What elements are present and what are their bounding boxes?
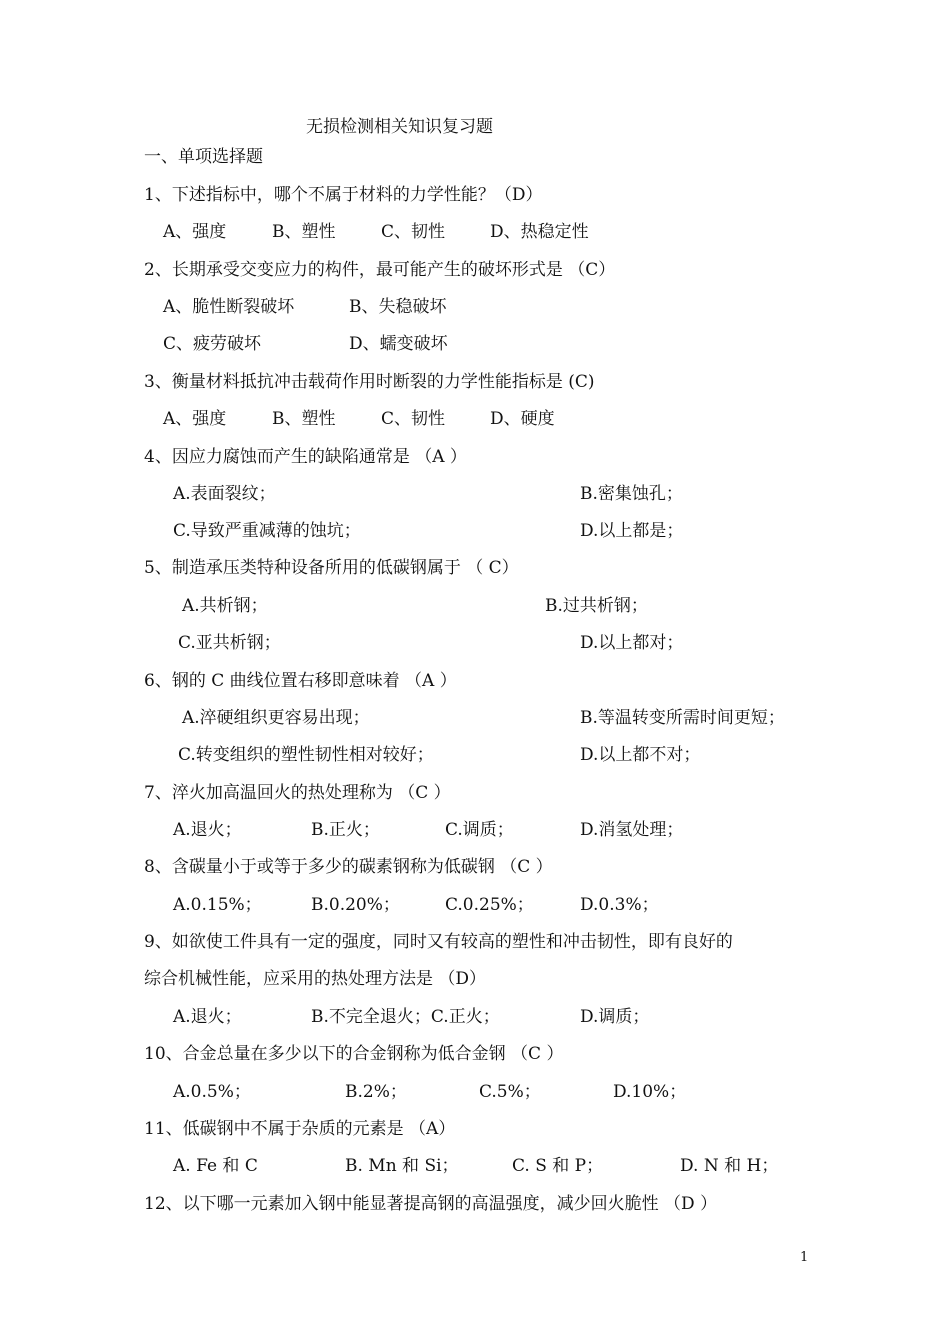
option-10a: A.0.5%；: [173, 1082, 251, 1102]
option-6c: C.转变组织的塑性韧性相对较好；: [178, 745, 434, 765]
option-7b: B.正火；: [311, 820, 380, 840]
option-3b: B、塑性: [272, 409, 336, 429]
question-11: 11、低碳钢中不属于杂质的元素是 （A）: [144, 1119, 456, 1139]
option-11c: C. S 和 P；: [512, 1156, 604, 1176]
option-5d: D.以上都对；: [580, 633, 684, 653]
question-9-continued: 综合机械性能，应采用的热处理方法是 （D）: [144, 969, 487, 989]
option-7c: C.调质；: [445, 820, 514, 840]
option-1b: B、塑性: [272, 222, 336, 242]
option-11a: A. Fe 和 C: [173, 1156, 258, 1176]
option-8c: C.0.25%；: [445, 895, 534, 915]
option-11b: B. Mn 和 Si；: [345, 1156, 459, 1176]
option-1d: D、热稳定性: [490, 222, 589, 242]
question-4: 4、因应力腐蚀而产生的缺陷通常是 （A ）: [144, 447, 467, 467]
question-6: 6、钢的 C 曲线位置右移即意味着 （A ）: [144, 671, 457, 691]
page-number: 1: [800, 1250, 809, 1265]
option-3c: C、韧性: [381, 409, 446, 429]
question-8: 8、含碳量小于或等于多少的碳素钢称为低碳钢 （C ）: [144, 857, 553, 877]
document-title: 无损检测相关知识复习题: [306, 117, 493, 137]
question-7: 7、淬火加高温回火的热处理称为 （C ）: [144, 783, 451, 803]
option-4d: D.以上都是；: [580, 521, 684, 541]
option-5c: C.亚共析钢；: [178, 633, 281, 653]
option-10c: C.5%；: [479, 1082, 541, 1102]
option-3d: D、硬度: [490, 409, 555, 429]
option-1c: C、韧性: [381, 222, 446, 242]
option-2a: A、脆性断裂破坏: [163, 297, 295, 317]
option-8d: D.0.3%；: [580, 895, 659, 915]
option-7a: A.退火；: [173, 820, 242, 840]
question-9: 9、如欲使工件具有一定的强度，同时又有较高的塑性和冲击韧性，即有良好的: [144, 932, 733, 952]
option-8b: B.0.20%；: [311, 895, 400, 915]
option-6d: D.以上都不对；: [580, 745, 701, 765]
option-2d: D、蠕变破坏: [349, 334, 448, 354]
option-5b: B.过共析钢；: [545, 596, 648, 616]
option-4a: A.表面裂纹；: [173, 484, 276, 504]
option-11d: D. N 和 H；: [680, 1156, 779, 1176]
option-3a: A、强度: [163, 409, 227, 429]
option-8a: A.0.15%；: [173, 895, 262, 915]
option-9a: A.退火；: [173, 1007, 242, 1027]
option-9d: D.调质；: [580, 1007, 650, 1027]
question-10: 10、合金总量在多少以下的合金钢称为低合金钢 （C ）: [144, 1044, 564, 1064]
question-5: 5、制造承压类特种设备所用的低碳钢属于 （ C）: [144, 558, 519, 578]
option-10b: B.2%；: [345, 1082, 407, 1102]
option-6b: B.等温转变所需时间更短；: [580, 708, 785, 728]
question-12: 12、以下哪一元素加入钢中能显著提高钢的高温强度，减少回火脆性 （D ）: [144, 1194, 718, 1214]
question-1: 1、下述指标中，哪个不属于材料的力学性能？（D）: [144, 185, 543, 205]
question-3: 3、衡量材料抵抗冲击载荷作用时断裂的力学性能指标是 (C): [144, 372, 595, 392]
option-5a: A.共析钢；: [182, 596, 268, 616]
section-heading: 一、单项选择题: [144, 147, 263, 167]
option-6a: A.淬硬组织更容易出现；: [182, 708, 370, 728]
question-2: 2、长期承受交变应力的构件，最可能产生的破坏形式是 （C）: [144, 260, 616, 280]
option-2c: C、疲劳破坏: [163, 334, 262, 354]
option-2b: B、失稳破坏: [349, 297, 447, 317]
option-4b: B.密集蚀孔；: [580, 484, 683, 504]
option-10d: D.10%；: [613, 1082, 687, 1102]
option-4c: C.导致严重减薄的蚀坑；: [173, 521, 361, 541]
option-1a: A、强度: [163, 222, 227, 242]
option-7d: D.消氢处理；: [580, 820, 684, 840]
option-9bc: B.不完全退火；C.正火；: [311, 1007, 500, 1027]
